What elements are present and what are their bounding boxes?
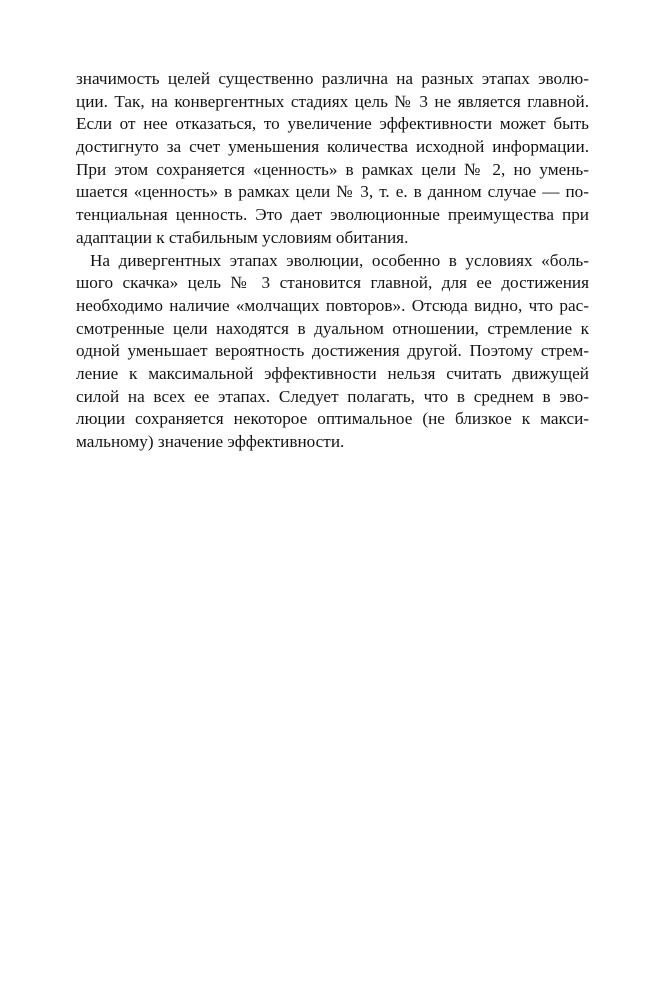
text-line: Если от нее отказаться, то увеличение эффективности может быть bbox=[76, 114, 589, 134]
paragraph-2 bbox=[76, 250, 589, 454]
text-line: шого скачка» цель № 3 становится главной, для ее достижения bbox=[76, 273, 589, 293]
paragraph-1 bbox=[76, 68, 589, 250]
text-line: достигнуто за счет уменьшения количества исходной информации. bbox=[76, 137, 589, 157]
text-line: шается «ценность» в рамках цели № 3, т. е. в данном случае — по- bbox=[76, 182, 589, 202]
text-line: На дивергентных этапах эволюции, особенно в условиях «боль- bbox=[90, 250, 589, 270]
text-line: ции. Так, на конвергентных стадиях цель № 3 не является главной. bbox=[76, 91, 589, 111]
text-line: ление к максимальной эффективности нельзя считать движущей bbox=[76, 363, 589, 383]
text-line: необходимо наличие «молчащих повторов». Отсюда видно, что рас- bbox=[76, 295, 589, 315]
text-line: силой на всех ее этапах. Следует полагать, что в среднем в эво- bbox=[76, 386, 589, 406]
text-line: адаптации к стабильным условиям обитания. bbox=[76, 227, 409, 247]
text-line: мальному) значение эффективности. bbox=[76, 432, 345, 451]
text-line: тенциальная ценность. Это дает эволюционные преимущества при bbox=[76, 205, 589, 225]
text-line: смотренные цели находятся в дуальном отношении, стремление к bbox=[76, 318, 589, 338]
text-line: значимость целей существенно различна на разных этапах эволю- bbox=[76, 69, 589, 88]
page-text-block bbox=[76, 68, 589, 454]
text-line: люции сохраняется некоторое оптимальное (не близкое к макси- bbox=[76, 409, 589, 429]
text-line: одной уменьшает вероятность достижения другой. Поэтому стрем- bbox=[76, 341, 589, 361]
text-line: При этом сохраняется «ценность» в рамках цели № 2, но умень- bbox=[76, 159, 589, 179]
